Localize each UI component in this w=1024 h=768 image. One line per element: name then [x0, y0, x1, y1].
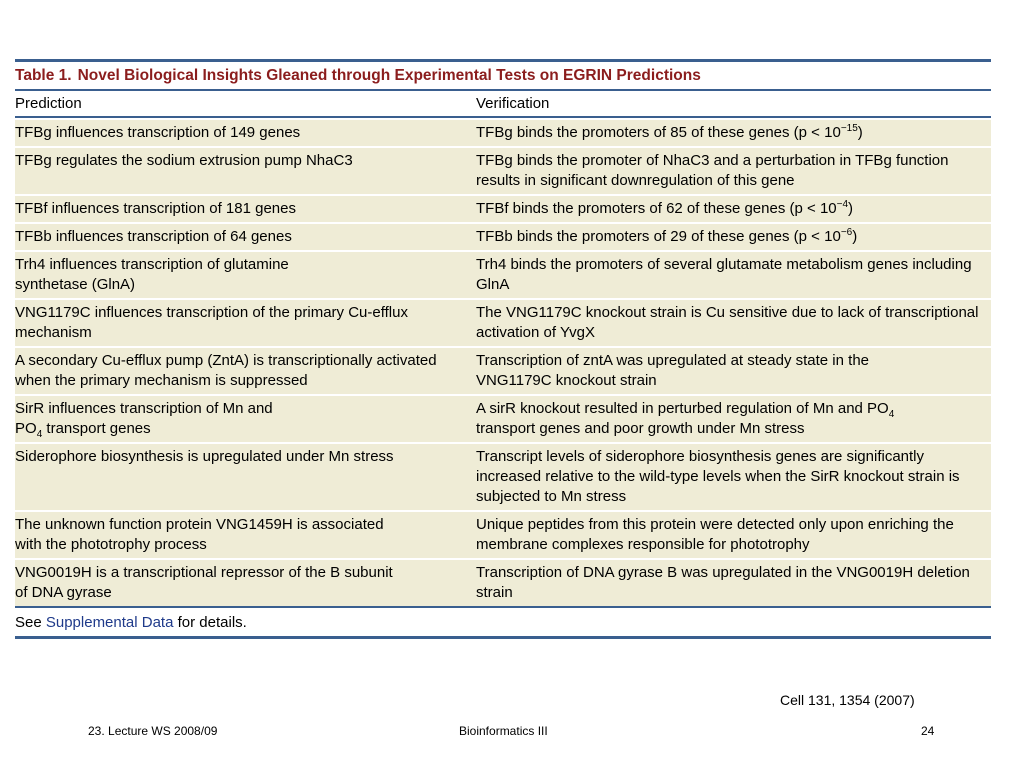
prediction-cell: The unknown function protein VNG1459H is associated with the phototrophy process: [15, 516, 384, 553]
table-row: [15, 346, 991, 394]
prediction-cell: TFBf influences transcription of 181 genes: [15, 200, 296, 217]
verification-cell: TFBb binds the promoters of 29 of these genes $(p < 10^{-6})$: [476, 227, 858, 245]
prediction-cell: Trh4 influences transcription of glutamine synthetase (GlnA): [15, 256, 289, 293]
table-row: [15, 194, 991, 222]
prediction-cell: TFBg influences transcription of 149 genes: [15, 124, 301, 141]
verification-cell: Trh4 binds the promoters of several glutamate metabolism genes including GlnA: [476, 256, 972, 293]
header-prediction: Prediction: [15, 95, 82, 112]
verification-cell: TFBg binds the promoters of 85 of these genes $(p < 10^{-15})$: [476, 123, 863, 141]
footer-course: Bioinformatics III: [459, 724, 548, 738]
supplemental-data-link[interactable]: Supplemental Data: [45, 613, 174, 631]
prediction-cell: VNG1179C influences transcription of the primary Cu-efflux mechanism: [15, 304, 408, 341]
verification-cell: TFBf binds the promoters of 62 of these genes $(p < 10^{-4})$: [476, 199, 854, 217]
verification-cell: The VNG1179C knockout strain is Cu sensitive due to lack of transcriptional activation of YvgX: [476, 304, 979, 341]
table-bottom-rule: [15, 636, 991, 639]
verification-cell: Transcript levels of siderophore biosynthesis genes are significantly increased relative to the wild-type levels when the SirR knockout strain is subjected to Mn stress: [476, 448, 960, 505]
table-row: [15, 250, 991, 298]
citation: Cell 131, 1354 (2007): [780, 692, 915, 708]
table-row: [15, 146, 991, 194]
header-verification: Verification: [476, 95, 550, 112]
table-caption: [15, 62, 991, 89]
table-number: Table 1.: [15, 66, 72, 84]
prediction-cell: Siderophore biosynthesis is upregulated under Mn stress: [15, 448, 394, 465]
prediction-cell: TFBb influences transcription of 64 genes: [15, 228, 292, 245]
table-row: [15, 558, 991, 606]
verification-cell: Transcription of DNA gyrase B was upregulated in the VNG0019H deletion strain: [476, 564, 970, 601]
verification-cell: A sirR knockout resulted in perturbed regulation of Mn and $PO_4$ transport genes and poor growth under Mn stress: [476, 400, 895, 437]
prediction-cell: VNG0019H is a transcriptional repressor of the B subunit of DNA gyrase: [15, 564, 393, 601]
prediction-cell: SirR influences transcription of Mn and $PO_4$ transport genes: [15, 400, 273, 440]
table-row: [15, 442, 991, 510]
table-row: [15, 298, 991, 346]
verification-cell: TFBg binds the promoter of NhaC3 and a perturbation in TFBg function results in significant downregulation of this gene: [476, 152, 949, 189]
prediction-cell: TFBg regulates the sodium extrusion pump NhaC3: [15, 152, 353, 169]
table-row: [15, 510, 991, 558]
table-row: [15, 222, 991, 250]
table-footnote: See Supplemental Data for details.: [15, 613, 247, 631]
table-row: [15, 394, 991, 442]
verification-cell: Transcription of zntA was upregulated at steady state in the VNG1179C knockout strain: [476, 352, 870, 389]
table-row: [15, 118, 991, 146]
table-title: Novel Biological Insights Gleaned through Experimental Tests on EGRIN Predictions: [77, 66, 701, 84]
table-header: [15, 91, 991, 116]
page-number: 24: [921, 724, 935, 738]
data-table: [15, 59, 991, 639]
prediction-cell: A secondary Cu-efflux pump (ZntA) is transcriptionally activated when the primary mechanism is suppressed: [15, 352, 437, 389]
footer-lecture: 23. Lecture WS 2008/09: [88, 724, 218, 738]
verification-cell: Unique peptides from this protein were detected only upon enriching the membrane complexes responsible for phototrophy: [476, 516, 954, 553]
